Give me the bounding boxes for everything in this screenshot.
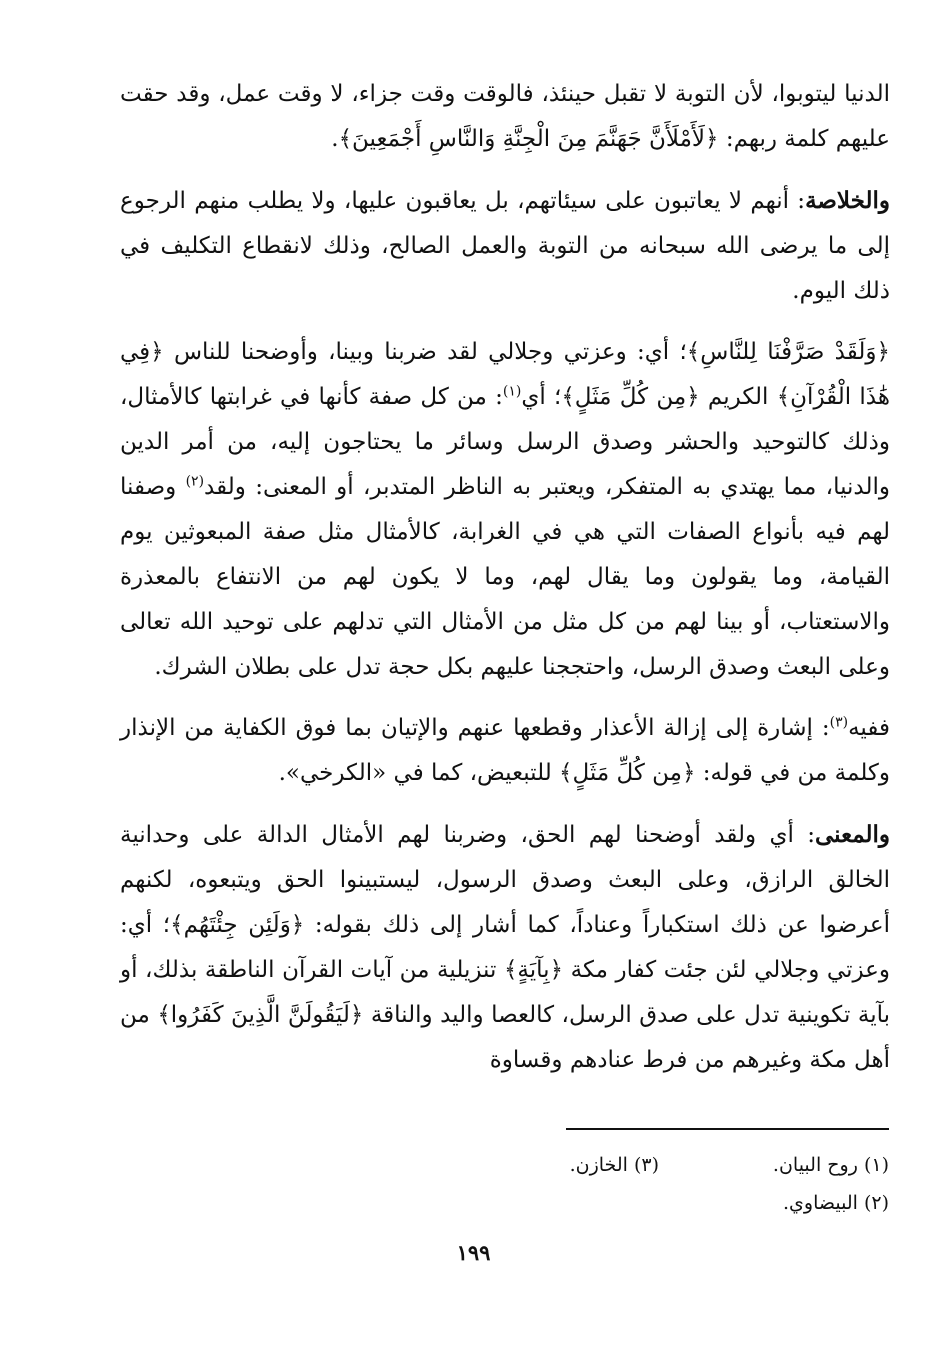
- footnote-number: (٢): [863, 1192, 889, 1214]
- footnotes: [329, 1146, 889, 1222]
- quran-verse: ﴿مِن كُلِّ مَثَلٍ﴾: [559, 760, 696, 786]
- paragraph-text: الدنيا ليتوبوا، لأن التوبة لا تقبل حينئذ، فالوقت وقت جزاء، لا وقت عمل، وقد حقت عليهم كلمة ربهم:: [120, 81, 890, 152]
- footnote-row: [329, 1184, 889, 1222]
- footnote-reference: (١): [502, 383, 522, 400]
- paragraph-text: : أنهم لا يعاتبون على سيئاتهم، بل يعاقبون عليها، ولا يطلب منهم الرجوع إلى ما يرضى الله سبحانه من التوبة والعمل الصالح، وذلك لانقطاع التكليف في ذلك اليوم.: [120, 188, 890, 304]
- paragraph: [120, 330, 890, 690]
- footnote-text: روح البيان.: [772, 1154, 858, 1176]
- quran-verse: ﴿بِآيَةٍ﴾: [503, 957, 564, 983]
- quran-verse: ﴿لَيَقُولَنَّ الَّذِينَ كَفَرُوا﴾: [157, 1002, 364, 1028]
- footnote-text: البيضاوي.: [783, 1192, 858, 1214]
- quran-verse: ﴿وَلَئِن جِئْتَهُم﴾: [170, 912, 305, 938]
- paragraph-text: من أهل مكة وغيرهم من فرط عنادهم وقساوة: [120, 1002, 890, 1073]
- footnote-reference: (٢): [185, 473, 205, 490]
- footnote-number: (١): [863, 1154, 889, 1176]
- paragraph-text: ففيه: [848, 715, 890, 741]
- paragraph-text: : من كل صفة كأنها في غرابتها كالأمثال، وذلك كالتوحيد والحشر وصدق الرسل وسائر ما يحتاجون إليه، من أمر الدين والدنيا، مما يهتدي به المتفكر، ويعتبر به الناظر المتدبر، أو المعنى: ولقد: [120, 384, 890, 500]
- footnote-reference: (٣): [829, 714, 849, 731]
- page-body: [120, 72, 890, 1099]
- paragraph-text: تنزيلية من آيات القرآن الناطقة بذلك، أو بآية تكوينية تدل على صدق الرسل، كالعصا واليد والناقة: [120, 957, 891, 1028]
- paragraph-text: : إشارة إلى إزالة الأعذار وقطعها عنهم والإتيان بما فوق الكفاية من الإنذار وكلمة من في قوله:: [120, 715, 890, 786]
- footnote-text: الخازن.: [569, 1154, 628, 1176]
- paragraph-text: .: [331, 126, 339, 152]
- paragraph-text: وصفنا لهم فيه بأنواع الصفات التي هي في الغرابة، كالأمثال مثل صفة المبعوثين يوم القيامة، وما يقولون وما يقال لهم، وما لا يكون لهم من الانتفاع بالمعذرة والاستعتاب، أو بينا لهم من كل مثل من الأمثال التي تدلهم على توحيد الله تعالى وعلى البعث وصدق الرسل، واحتججنا عليهم بكل حجة تدل على بطلان الشرك.: [120, 474, 890, 680]
- paragraph-text: ؛ أي: [521, 384, 562, 410]
- quran-verse: ﴿لَأَمْلَأَنَّ جَهَنَّمَ مِنَ الْجِنَّةِ وَالنَّاسِ أَجْمَعِينَ﴾: [338, 126, 719, 152]
- paragraph-text: للتبعيض، كما في «الكرخي».: [278, 760, 560, 786]
- footnote-item: [659, 1146, 889, 1184]
- paragraph: [120, 706, 890, 796]
- paragraph: [120, 72, 890, 162]
- paragraph-heading: والمعنى: [814, 821, 890, 848]
- footnote-item: [659, 1184, 889, 1222]
- paragraph-text: ؛ أي: وعزتي وجلالي لقد ضربنا وبينا، وأوضحنا للناس: [163, 339, 687, 365]
- footnote-item: [429, 1146, 659, 1184]
- footnote-number: (٣): [633, 1154, 659, 1176]
- footnote-row: [329, 1146, 889, 1184]
- quran-verse: ﴿وَلَقَدْ صَرَّفْنَا لِلنَّاسِ﴾: [686, 339, 890, 365]
- quran-verse: ﴿مِن كُلِّ مَثَلٍ﴾: [561, 384, 700, 410]
- paragraph-heading: والخلاصة: [805, 187, 890, 214]
- quran-verse: ﴿فِي هَٰذَا الْقُرْآنِ﴾: [120, 339, 891, 410]
- paragraph-text: ؛ أي: وعزتي وجلالي لئن جئت كفار مكة: [120, 912, 891, 983]
- paragraph-text: : أي ولقد أوضحنا لهم الحق، وضربنا لهم الأمثال الدالة على وحدانية الخالق الرازق، وعلى البعث وصدق الرسول، ليستبينوا الحق ويتبعوه، لكنهم أعرضوا عن ذلك استكباراً وعناداً، كما أشار إلى ذلك بقوله:: [120, 822, 891, 938]
- footnote-divider: [566, 1128, 889, 1130]
- page-number: ١٩٩: [456, 1240, 491, 1265]
- paragraph-text: الكريم: [699, 384, 777, 410]
- paragraph: [120, 178, 890, 314]
- paragraph: [120, 812, 890, 1083]
